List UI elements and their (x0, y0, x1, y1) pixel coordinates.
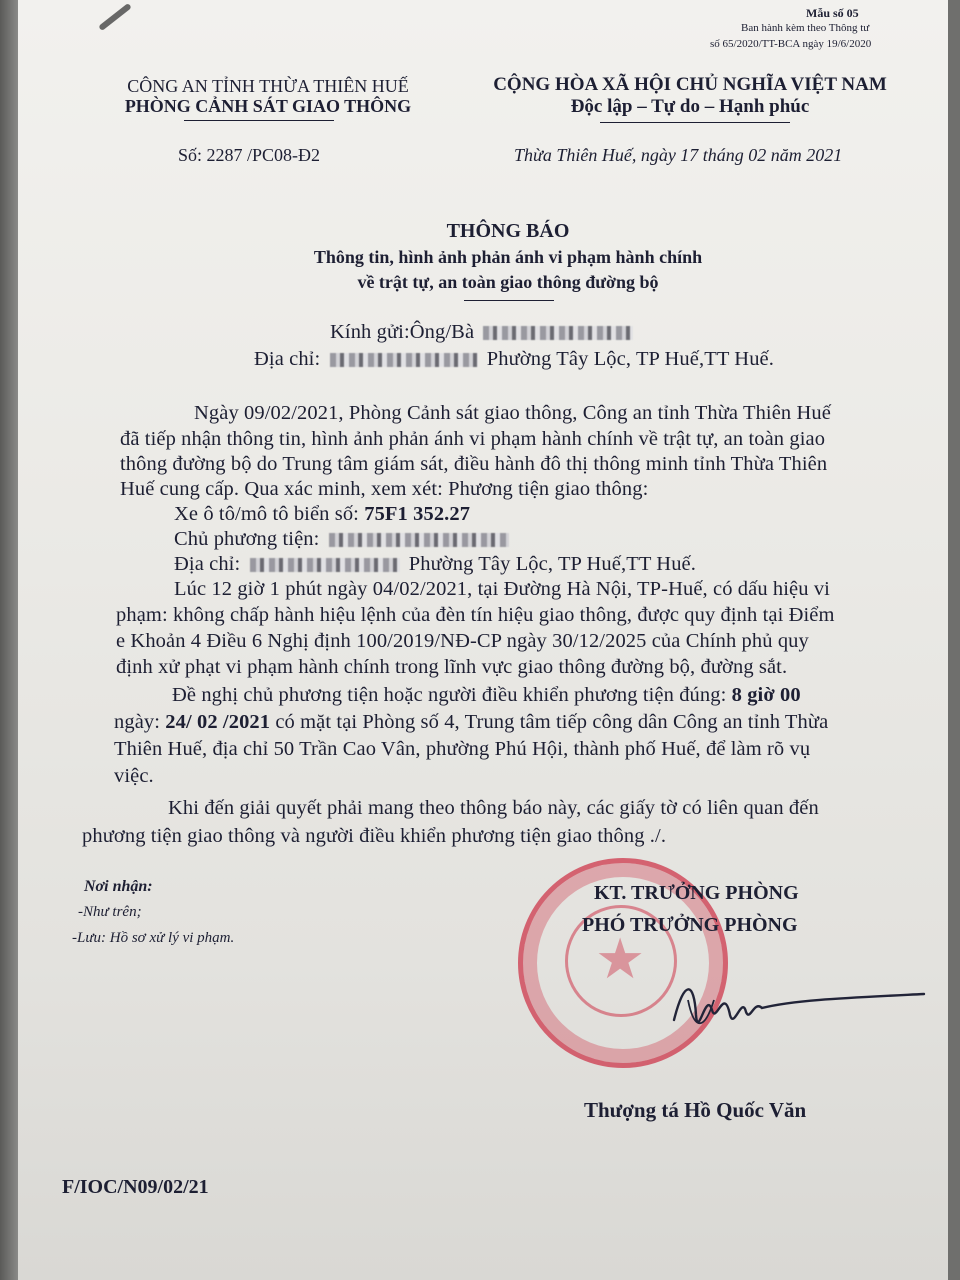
document-number: Số: 2287 /PC08-Đ2 (178, 145, 321, 165)
recipient-address-label: Địa chỉ: (254, 348, 321, 370)
para2-line2: phạm: không chấp hành hiệu lệnh của đèn tín hiệu giao thông, được quy định tại Điểm (116, 604, 835, 626)
document-subtitle-line1: Thông tin, hình ảnh phản ánh vi phạm hành chính (313, 247, 703, 267)
vehicle-plate-label: Xe ô tô/mô tô biển số: (174, 503, 359, 525)
para1-line2: đã tiếp nhận thông tin, hình ảnh phản ánh vi phạm hành chính về trật tự, an toàn giao (120, 428, 826, 450)
appointment-time: 8 giờ 00 (731, 684, 801, 706)
vehicle-address-line (174, 553, 696, 576)
document-subtitle-line2: về trật tự, an toàn giao thông đường bộ (357, 272, 659, 292)
recipient-line (330, 321, 637, 344)
signature-title-line2: PHÓ TRƯỞNG PHÒNG (582, 914, 798, 936)
recipients-item1: -Như trên; (78, 904, 142, 920)
para1-line3: thông đường bộ do Trung tâm giám sát, điều hành đô thị thông minh tỉnh Thừa Thiên (120, 453, 828, 475)
para2-line1: Lúc 12 giờ 1 phút ngày 04/02/2021, tại Đường Hà Nội, TP-Huế, có dấu hiệu vi (174, 578, 830, 600)
vehicle-address-label: Địa chỉ: (174, 553, 241, 575)
vehicle-address: Phường Tây Lộc, TP Huế,TT Huế. (408, 553, 696, 575)
vehicle-plate-line (174, 503, 470, 526)
recipient-address: Phường Tây Lộc, TP Huế,TT Huế. (486, 348, 774, 370)
header-left-underline (184, 120, 334, 121)
para1-line4: Huế cung cấp. Qua xác minh, xem xét: Phương tiện giao thông: (120, 478, 649, 500)
recipients-item2: -Lưu: Hồ sơ xử lý vi phạm. (72, 930, 235, 946)
pen-mark (98, 3, 132, 31)
form-number: Mẫu số 05 (806, 6, 859, 20)
appointment-date-label: ngày: (114, 711, 161, 733)
para4-line1: Khi đến giải quyết phải mang theo thông báo này, các giấy tờ có liên quan đến (168, 797, 819, 819)
form-reference-line1: Ban hành kèm theo Thông tư (741, 22, 870, 34)
department-name: PHÒNG CẢNH SÁT GIAO THÔNG (124, 96, 412, 116)
redacted-owner-name (329, 533, 509, 547)
recipient-address-line (254, 348, 774, 371)
signer-name: Thượng tá Hồ Quốc Văn (584, 1098, 807, 1122)
para4-line2: phương tiện giao thông và người điều khiển phương tiện giao thông ./. (82, 825, 667, 847)
redacted-recipient-street (330, 353, 478, 367)
photo-background-edge (0, 0, 18, 1280)
recipient-greeting: Kính gửi:Ông/Bà (330, 321, 475, 343)
redacted-recipient-name (483, 326, 633, 340)
form-reference-line2: số 65/2020/TT-BCA ngày 19/6/2020 (710, 38, 872, 50)
para3-request-text: Đề nghị chủ phương tiện hoặc người điều khiển phương tiện đúng: (172, 684, 727, 706)
agency-name: CÔNG AN TỈNH THỪA THIÊN HUẾ (127, 76, 409, 96)
vehicle-plate-number: 75F1 352.27 (364, 503, 471, 525)
para1-line1: Ngày 09/02/2021, Phòng Cảnh sát giao thông, Công an tỉnh Thừa Thiên Huế (194, 402, 831, 424)
document-page (18, 0, 948, 1280)
national-motto: Độc lập – Tự do – Hạnh phúc (570, 96, 810, 117)
place-date: Thừa Thiên Huế, ngày 17 tháng 02 năm 2021 (514, 145, 843, 165)
document-title: THÔNG BÁO (446, 220, 570, 242)
title-underline (464, 300, 554, 301)
appointment-date: 24/ 02 /2021 (165, 711, 271, 733)
appointment-place: có mặt tại Phòng số 4, Trung tâm tiếp công dân Công an tỉnh Thừa (275, 711, 829, 733)
recipients-label: Nơi nhận: (84, 878, 153, 895)
para3-line3: Thiên Huế, địa chỉ 50 Trần Cao Vân, phường Phú Hội, thành phố Huế, để làm rõ vụ (114, 738, 811, 760)
redacted-owner-street (250, 558, 400, 572)
footer-code: F/IOC/N09/02/21 (62, 1176, 209, 1198)
vehicle-owner-label: Chủ phương tiện: (174, 528, 320, 550)
header-right-underline (600, 122, 790, 123)
national-title: CỘNG HÒA XÃ HỘI CHỦ NGHĨA VIỆT NAM (493, 74, 887, 95)
para2-line4: định xử phạt vi phạm hành chính trong lĩnh vực giao thông đường bộ, đường sắt. (116, 656, 788, 678)
handwritten-signature (654, 960, 934, 1050)
vehicle-owner-line (174, 528, 513, 551)
para3-line1 (172, 684, 801, 707)
para3-line2 (114, 711, 828, 734)
stamp-star-icon: ★ (595, 927, 646, 992)
para3-line4: việc. (114, 765, 154, 787)
para2-line3: e Khoản 4 Điều 6 Nghị định 100/2019/NĐ-CP ngày 30/12/2025 của Chính phủ quy (116, 630, 809, 652)
signature-title-line1: KT. TRƯỞNG PHÒNG (594, 882, 799, 904)
